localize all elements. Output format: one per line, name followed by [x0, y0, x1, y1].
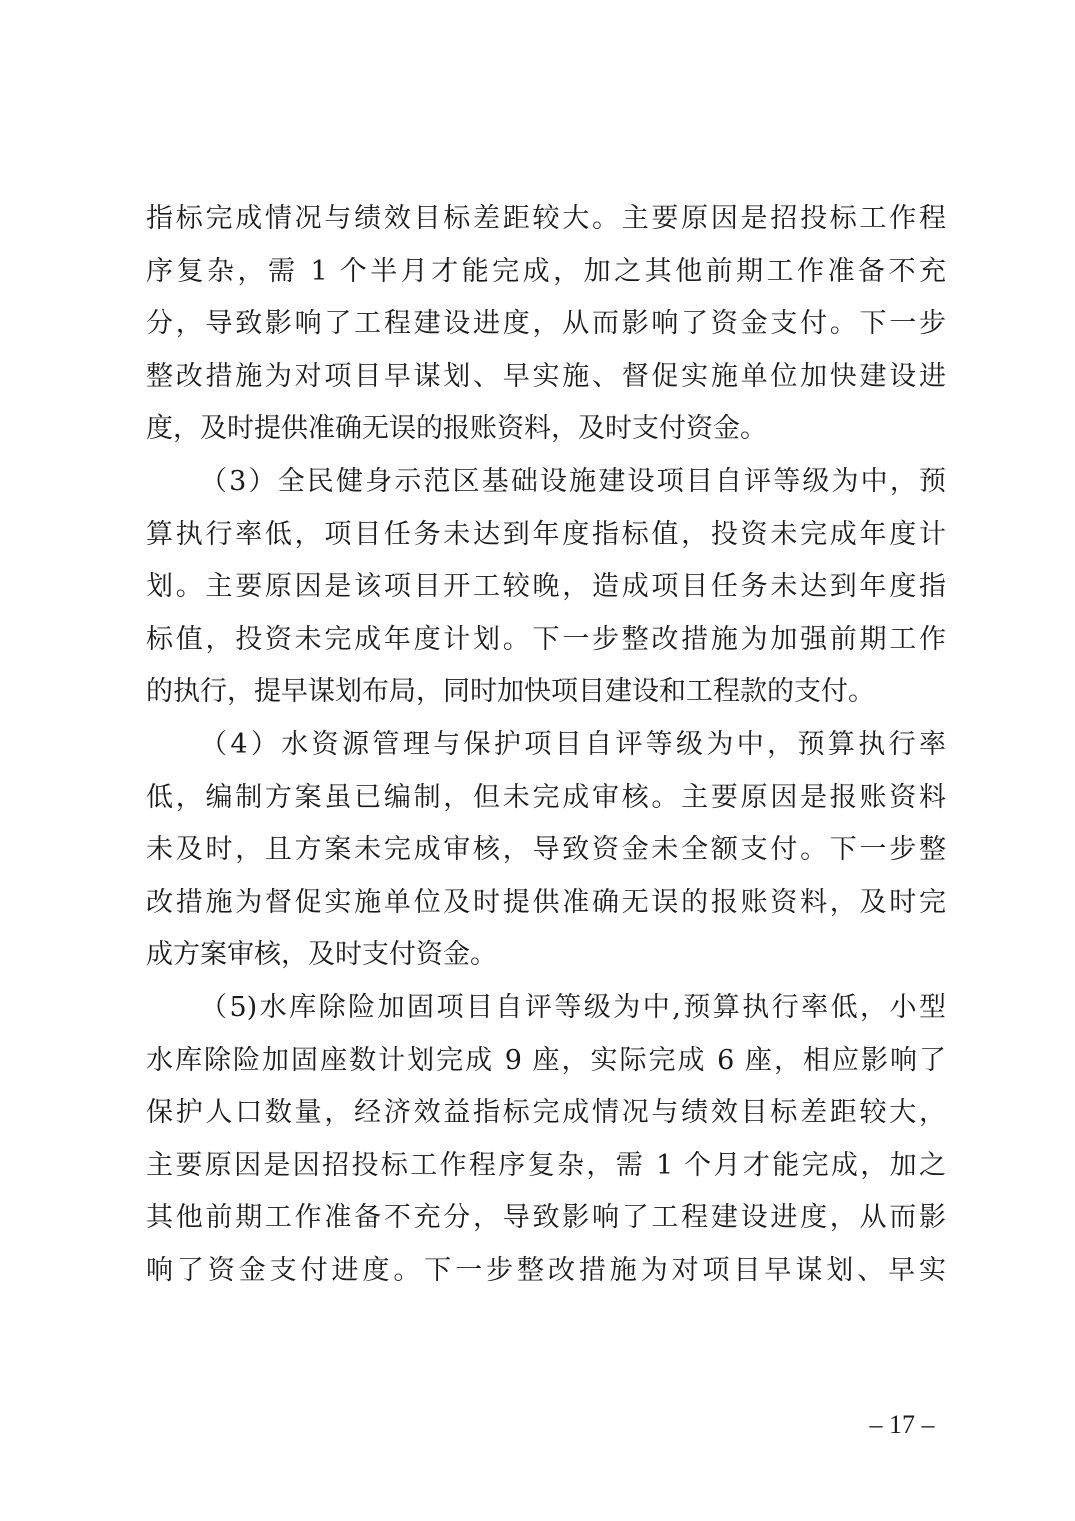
text-line: （3）全民健身示范区基础设施建设项目自评等级为中，预 — [200, 465, 946, 497]
text-line: 标值，投资未完成年度计划。下一步整改措施为加强前期工作 — [146, 623, 946, 655]
paragraph-2 — [146, 456, 946, 719]
text-line: 保护人口数量，经济效益指标完成情况与绩效目标差距较大， — [146, 1097, 946, 1129]
text-line: （5)水库除险加固项目自评等级为中,预算执行率低，小型 — [200, 991, 946, 1023]
text-line: 度，及时提供准确无误的报账资料，及时支付资金。 — [146, 413, 767, 445]
paragraph-3 — [146, 719, 946, 982]
text-line: 分，导致影响了工程建设进度，从而影响了资金支付。下一步 — [146, 308, 946, 340]
paragraph-1 — [146, 193, 946, 456]
text-line: 指标完成情况与绩效目标差距较大。主要原因是招投标工作程 — [146, 203, 946, 234]
text-line: 划。主要原因是该项目开工较晚，造成项目任务未达到年度指 — [146, 571, 946, 603]
text-line: 成方案审核，及时支付资金。 — [146, 939, 497, 971]
text-line: 未及时，且方案未完成审核，导致资金未全额支付。下一步整 — [146, 834, 946, 866]
text-line: 序复杂，需 1 个半月才能完成，加之其他前期工作准备不充 — [146, 255, 946, 287]
text-line: 低，编制方案虽已编制，但未完成审核。主要原因是报账资料 — [146, 781, 946, 813]
text-line: 水库除险加固座数计划完成 9 座，实际完成 6 座，相应影响了 — [146, 1044, 946, 1076]
text-line: 主要原因是因招投标工作程序复杂，需 1 个月才能完成，加之 — [146, 1149, 946, 1181]
text-line: 响了资金支付进度。下一步整改措施为对项目早谋划、早实 — [146, 1254, 946, 1286]
text-line: 算执行率低，项目任务未达到年度指标值，投资未完成年度计 — [146, 518, 946, 550]
text-line: 其他前期工作准备不充分，导致影响了工程建设进度，从而影 — [146, 1202, 946, 1234]
text-line: （4）水资源管理与保护项目自评等级为中，预算执行率 — [200, 728, 946, 760]
paragraph-4 — [146, 982, 946, 1298]
text-line: 改措施为督促实施单位及时提供准确无误的报账资料，及时完 — [146, 886, 946, 918]
page-number: – 17 – — [869, 1410, 935, 1439]
text-line: 整改措施为对项目早谋划、早实施、督促实施单位加快建设进 — [146, 360, 946, 392]
text-line: 的执行，提早谋划布局，同时加快项目建设和工程款的支付。 — [146, 676, 875, 708]
document-body — [146, 193, 946, 1297]
